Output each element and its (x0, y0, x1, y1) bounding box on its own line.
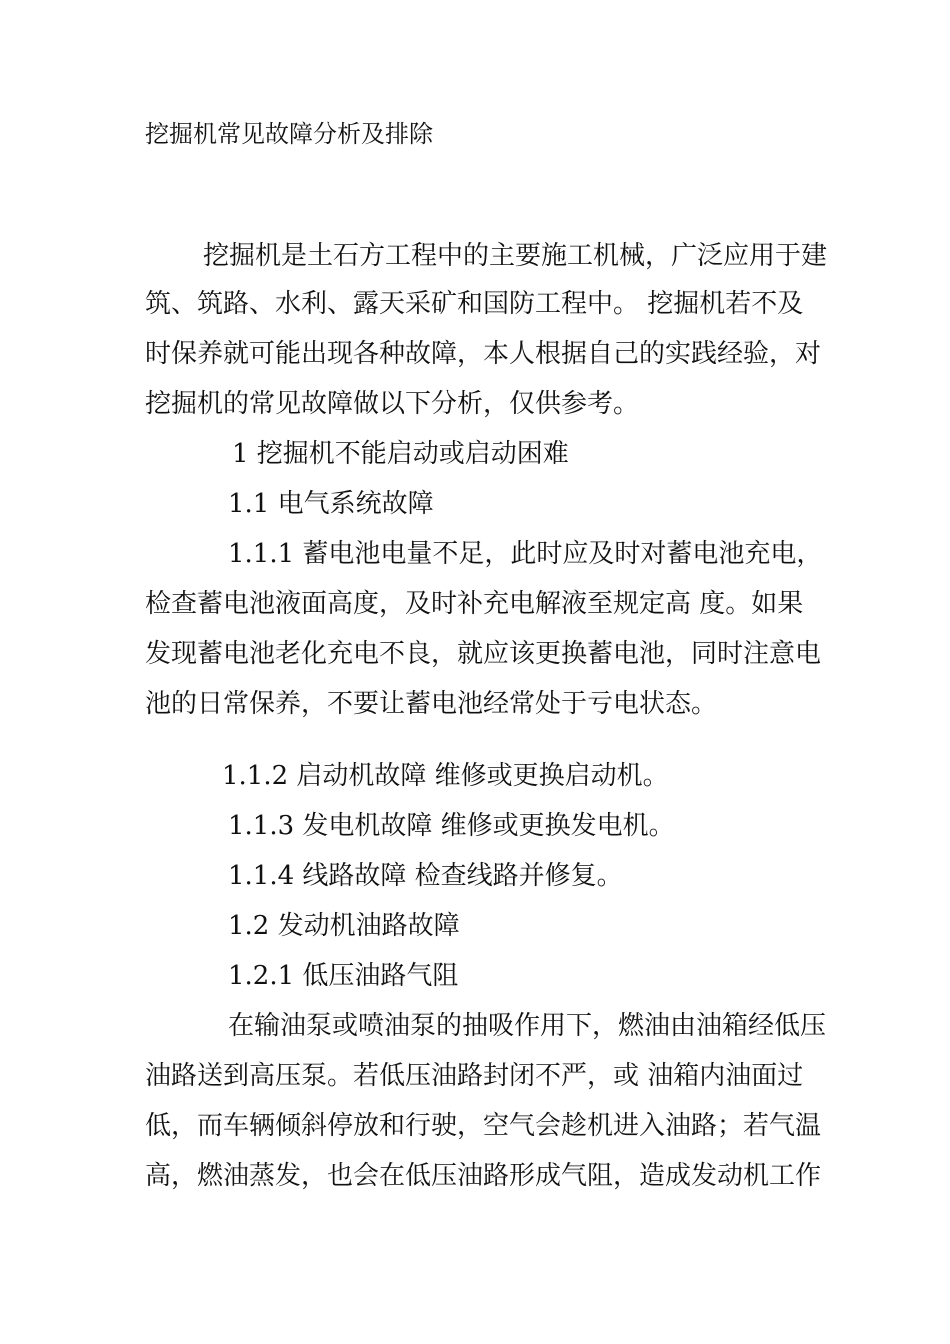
document-title: 挖掘机常见故障分析及排除 (145, 120, 433, 148)
section-1-2-1-line-1: 在输油泵或喷油泵的抽吸作用下，燃油由油箱经低压 (228, 1011, 827, 1041)
intro-line-2: 筑、筑路、水利、露天采矿和国防工程中。 挖掘机若不及 (145, 289, 804, 319)
item-1-1-3: 1.1.3 发电机故障 维修或更换发电机。 (228, 811, 675, 841)
section-1-2-heading: 1.2 发动机油路故障 (228, 911, 460, 941)
section-1-1-1-line-2: 检查蓄电池液面高度，及时补充电解液至规定高 度。如果 (145, 589, 804, 619)
section-1-heading: 1 挖掘机不能启动或启动困难 (232, 439, 569, 469)
item-1-1-4: 1.1.4 线路故障 检查线路并修复。 (228, 861, 623, 891)
intro-line-4: 挖掘机的常见故障做以下分析，仅供参考。 (145, 389, 640, 419)
intro-line-3: 时保养就可能出现各种故障，本人根据自己的实践经验，对 (145, 339, 822, 369)
item-1-1-2: 1.1.2 启动机故障 维修或更换启动机。 (222, 761, 669, 791)
section-1-2-1-line-3: 低，而车辆倾斜停放和行驶，空气会趁机进入油路；若气温 (145, 1111, 822, 1141)
section-1-2-1-heading: 1.2.1 低压油路气阻 (228, 961, 459, 991)
section-1-1-1-line-3: 发现蓄电池老化充电不良，就应该更换蓄电池，同时注意电 (145, 639, 822, 669)
section-1-2-1-line-2: 油路送到高压泵。若低压油路封闭不严，或 油箱内油面过 (145, 1061, 804, 1091)
section-1-2-1-line-4: 高，燃油蒸发，也会在低压油路形成气阻，造成发动机工作 (145, 1161, 822, 1191)
section-1-1-heading: 1.1 电气系统故障 (228, 489, 434, 519)
section-1-1-1-line-4: 池的日常保养，不要让蓄电池经常处于亏电状态。 (145, 689, 718, 719)
intro-line-1: 挖掘机是土石方工程中的主要施工机械，广泛应用于建 (203, 241, 828, 271)
section-1-1-1-line-1: 1.1.1 蓄电池电量不足，此时应及时对蓄电池充电， (228, 539, 823, 569)
